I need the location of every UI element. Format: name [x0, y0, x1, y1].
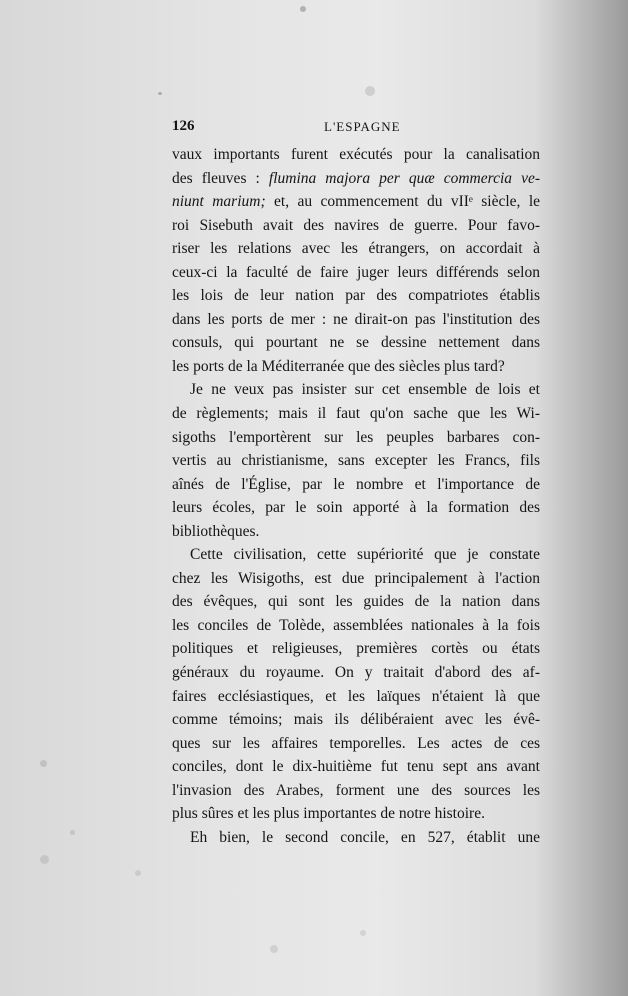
text-line: sigoths l'emportèrent sur les peuples barbares con-	[172, 428, 540, 446]
text-line	[172, 167, 540, 191]
text-line: généraux du royaume. On y traitait d'abord des af-	[172, 664, 540, 682]
text-line: aînés de l'Église, par le nombre et l'importance de	[172, 475, 540, 493]
paper-speck	[40, 760, 47, 767]
text-line: Eh bien, le second concile, en 527, établit une	[190, 828, 540, 846]
text-line: riser les relations avec les étrangers, on accordait à	[172, 240, 540, 258]
text-line: des évêques, qui sont les guides de la nation dans	[172, 593, 540, 611]
text-line: Je ne veux pas insister sur cet ensemble de lois et	[190, 381, 540, 399]
text-line: Cette civilisation, cette supériorité que je constate	[190, 546, 540, 564]
text-line: de règlements; mais il faut qu'on sache que les Wi-	[172, 405, 540, 423]
text-span: et, au commencement du vIIᵉ siècle, le	[265, 193, 540, 211]
paper-speck	[135, 870, 141, 876]
paper-speck	[360, 930, 366, 936]
text-line: les lois de leur nation par des compatriotes établis	[172, 287, 540, 305]
paper-speck	[270, 945, 278, 953]
text-line: vaux importants furent exécutés pour la canalisation	[172, 146, 540, 163]
text-line: consuls, qui pourtant ne se dessine nettement dans	[172, 334, 540, 352]
text-span: des fleuves :	[172, 169, 269, 187]
text-line: faires ecclésiastiques, et les laïques n'étaient là que	[172, 687, 540, 705]
text-line: bibliothèques.	[172, 522, 260, 540]
text-line: conciles, dont le dix-huitième fut tenu sept ans avant	[172, 758, 540, 776]
paper-speck	[300, 6, 306, 12]
paper-speck	[70, 830, 75, 835]
running-head	[172, 118, 542, 140]
italic-text: flumina majora per quæ commercia ve-	[268, 169, 540, 187]
text-line: les conciles de Tolède, assemblées nationales à la fois	[172, 616, 540, 634]
text-line: roi Sisebuth avait des navires de guerre. Pour favo-	[172, 216, 540, 234]
text-line: vertis au christianisme, sans excepter les Francs, fils	[172, 452, 540, 470]
paper-speck	[40, 855, 49, 864]
text-line: plus sûres et les plus importantes de notre histoire.	[172, 805, 485, 823]
text-line: les ports de la Méditerranée que des siècles plus tard?	[172, 357, 505, 375]
page-number: 126	[172, 118, 195, 134]
paper-speck	[158, 92, 162, 95]
text-line: politiques et religieuses, premières cortès ou états	[172, 640, 540, 658]
italic-text: niunt marium;	[172, 193, 266, 211]
text-line: chez les Wisigoths, est due principalement à l'action	[172, 569, 540, 587]
text-line: ques sur les affaires temporelles. Les actes de ces	[172, 734, 540, 752]
text-line: l'invasion des Arabes, forment une des sources les	[172, 781, 540, 799]
text-line: leurs écoles, par le soin apporté à la formation des	[172, 499, 540, 517]
text-line: dans les ports de mer : ne dirait-on pas l'institution des	[172, 310, 540, 328]
paper-speck	[365, 86, 375, 96]
text-line: ceux-ci la faculté de faire juger leurs différends selon	[172, 263, 540, 281]
text-line	[172, 190, 540, 214]
body-text	[172, 143, 540, 849]
text-line: comme témoins; mais ils délibéraient avec les évê-	[172, 711, 540, 729]
running-title: L'ESPAGNE	[324, 119, 401, 134]
